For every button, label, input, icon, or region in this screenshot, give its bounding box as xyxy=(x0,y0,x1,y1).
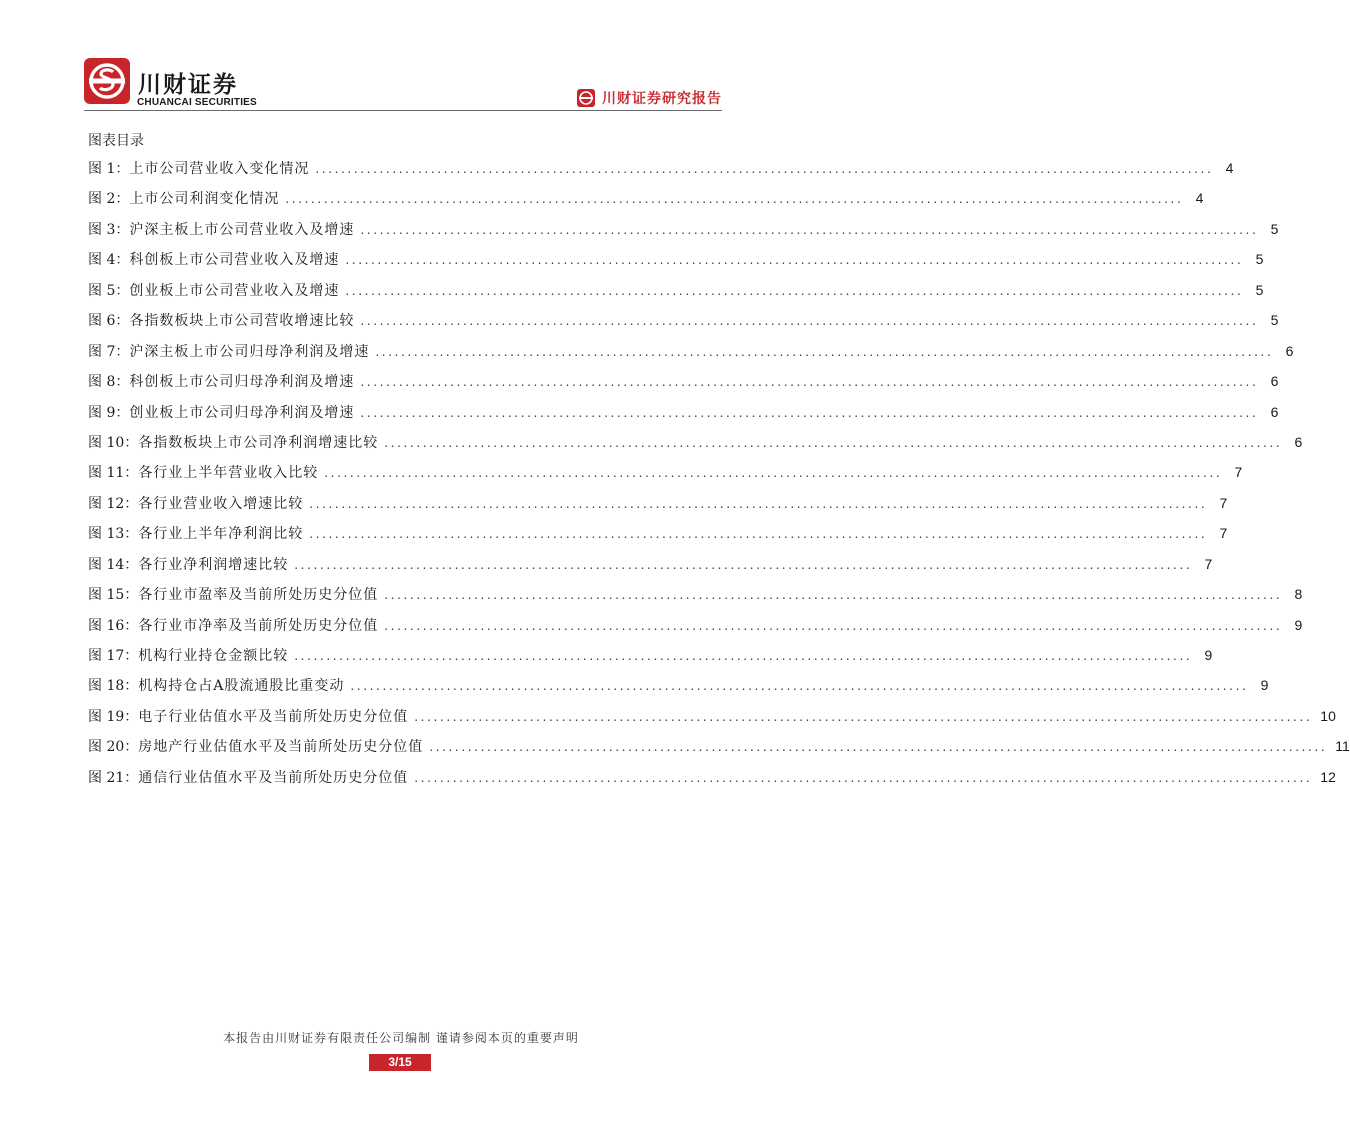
toc-entry[interactable] xyxy=(88,188,1204,218)
toc-dot-leader: ............................................................................................................................................ xyxy=(324,466,1223,481)
toc-dot-leader: ............................................................................................................................................ xyxy=(360,375,1259,390)
toc-entry[interactable] xyxy=(88,371,1279,401)
toc-entry-title: 创业板上市公司营业收入及增速 xyxy=(129,282,340,299)
toc-entry-title: 各行业营业收入增速比较 xyxy=(138,495,304,512)
toc-entry[interactable] xyxy=(88,767,1336,797)
toc-entry[interactable] xyxy=(88,493,1228,523)
toc-entry-number: 图 1： xyxy=(88,161,130,177)
toc-entry-page: 5 xyxy=(1270,312,1279,329)
toc-entry[interactable] xyxy=(88,554,1213,584)
toc-entry-page: 7 xyxy=(1219,494,1228,511)
toc-dot-leader: ............................................................................................................................................ xyxy=(414,770,1313,785)
toc-entry-title: 房地产行业估值水平及当前所处历史分位值 xyxy=(138,739,424,756)
toc-entry-page: 5 xyxy=(1270,220,1279,237)
toc-entry-number: 图 9： xyxy=(88,404,130,421)
page-number-badge: 3/15 xyxy=(369,1054,431,1071)
toc-entry-page: 9 xyxy=(1294,616,1303,633)
toc-entry-number: 图 17： xyxy=(88,648,139,664)
toc-dot-leader: ............................................................................................................................................ xyxy=(345,283,1244,298)
toc-dot-leader: ............................................................................................................................................ xyxy=(429,740,1328,755)
toc-entry-title: 沪深主板上市公司营业收入及增速 xyxy=(129,221,355,238)
toc-entry-number: 图 10： xyxy=(88,434,139,451)
toc-entry-title: 上市公司利润变化情况 xyxy=(129,191,280,208)
toc-entry[interactable] xyxy=(88,462,1243,492)
toc-entry-page: 6 xyxy=(1294,433,1303,450)
toc-entry-page: 6 xyxy=(1270,403,1279,420)
toc-entry-page: 6 xyxy=(1270,373,1279,390)
toc-entry[interactable] xyxy=(88,310,1279,340)
toc-entry-title: 各行业上半年营业收入比较 xyxy=(138,465,319,482)
toc-entry-title: 机构行业持仓金额比较 xyxy=(138,648,289,664)
toc-entry[interactable] xyxy=(88,615,1303,645)
toc-entry[interactable] xyxy=(88,158,1234,188)
toc-dot-leader: ............................................................................................................................................ xyxy=(375,344,1274,359)
toc-entry[interactable] xyxy=(88,675,1269,705)
toc-entry-title: 沪深主板上市公司归母净利润及增速 xyxy=(129,343,370,360)
toc-entry-page: 12 xyxy=(1320,768,1336,785)
toc-entry-page: 6 xyxy=(1285,342,1294,359)
toc-dot-leader: ............................................................................................................................................ xyxy=(384,435,1283,450)
toc-list xyxy=(88,158,1350,797)
report-type-label: 川财证券研究报告 xyxy=(602,91,722,107)
toc-entry-number: 图 13： xyxy=(88,526,139,543)
toc-entry-title: 上市公司营业收入变化情况 xyxy=(129,161,310,177)
toc-entry-number: 图 6： xyxy=(88,313,130,330)
toc-dot-leader: ............................................................................................................................................ xyxy=(294,649,1193,663)
toc-entry-number: 图 11： xyxy=(88,465,139,482)
toc-entry-number: 图 16： xyxy=(88,617,139,634)
chuancai-logo-icon xyxy=(84,58,130,104)
toc-entry-number: 图 7： xyxy=(88,343,130,360)
toc-entry-title: 创业板上市公司归母净利润及增速 xyxy=(129,404,355,421)
toc-entry-page: 4 xyxy=(1195,190,1204,207)
toc-entry-page: 5 xyxy=(1255,251,1264,268)
toc-dot-leader: ............................................................................................................................................ xyxy=(414,709,1313,724)
toc-entry[interactable] xyxy=(88,219,1279,249)
toc-entry[interactable] xyxy=(88,280,1264,310)
toc-entry[interactable] xyxy=(88,645,1213,675)
toc-entry-page: 7 xyxy=(1204,555,1213,572)
toc-entry-number: 图 5： xyxy=(88,282,130,299)
toc-entry-number: 图 21： xyxy=(88,769,139,786)
toc-entry-page: 7 xyxy=(1219,525,1228,542)
toc-dot-leader: ............................................................................................................................................ xyxy=(350,679,1249,694)
toc-entry-number: 图 19： xyxy=(88,708,139,725)
toc-entry-title: 各指数板块上市公司净利润增速比较 xyxy=(138,434,379,451)
chuancai-mini-logo-icon xyxy=(577,89,595,107)
toc-entry-number: 图 12： xyxy=(88,495,139,512)
toc-entry-number: 图 14： xyxy=(88,556,139,573)
report-header-label xyxy=(577,88,722,108)
toc-entry-page: 5 xyxy=(1255,281,1264,298)
footer-disclaimer: 本报告由川财证券有限责任公司编制 谨请参阅本页的重要声明 xyxy=(223,1031,579,1045)
toc-entry[interactable] xyxy=(88,432,1303,462)
toc-entry-number: 图 3： xyxy=(88,221,130,238)
toc-entry-page: 11 xyxy=(1335,738,1350,755)
toc-dot-leader: ............................................................................................................................................ xyxy=(384,618,1283,633)
toc-entry-number: 图 20： xyxy=(88,739,139,756)
toc-entry-number: 图 8： xyxy=(88,374,130,391)
toc-entry-page: 9 xyxy=(1204,647,1213,663)
toc-entry-page: 10 xyxy=(1320,707,1336,724)
toc-dot-leader: ............................................................................................................................................ xyxy=(309,527,1208,542)
toc-entry-title: 各行业上半年净利润比较 xyxy=(138,526,304,543)
toc-entry-title: 通信行业估值水平及当前所处历史分位值 xyxy=(138,769,409,786)
toc-dot-leader: ............................................................................................................................................ xyxy=(309,496,1208,511)
toc-entry-title: 各指数板块上市公司营收增速比较 xyxy=(129,313,355,330)
toc-heading: 图表目录 xyxy=(88,133,144,149)
toc-entry-title: 各行业净利润增速比较 xyxy=(138,556,289,573)
header-divider xyxy=(84,110,722,111)
toc-entry[interactable] xyxy=(88,402,1279,432)
toc-entry[interactable] xyxy=(88,736,1350,766)
toc-dot-leader: ............................................................................................................................................ xyxy=(315,162,1214,176)
toc-entry-number: 图 18： xyxy=(88,678,139,695)
toc-dot-leader: ............................................................................................................................................ xyxy=(345,253,1244,268)
toc-dot-leader: ............................................................................................................................................ xyxy=(360,314,1259,329)
toc-entry-number: 图 4： xyxy=(88,252,130,269)
toc-entry-title: 机构持仓占A股流通股比重变动 xyxy=(138,678,345,695)
toc-entry[interactable] xyxy=(88,249,1264,279)
brand-name-cn: 川财证券 xyxy=(138,72,238,98)
toc-entry-title: 科创板上市公司营业收入及增速 xyxy=(129,252,340,269)
toc-dot-leader: ............................................................................................................................................ xyxy=(360,405,1259,420)
toc-entry-page: 4 xyxy=(1225,160,1234,176)
toc-dot-leader: ............................................................................................................................................ xyxy=(384,588,1283,603)
toc-dot-leader: ............................................................................................................................................ xyxy=(285,192,1184,207)
toc-entry[interactable] xyxy=(88,341,1294,371)
toc-dot-leader: ............................................................................................................................................ xyxy=(360,222,1259,237)
toc-dot-leader: ............................................................................................................................................ xyxy=(294,557,1193,572)
toc-entry-page: 8 xyxy=(1294,586,1303,603)
toc-entry-title: 电子行业估值水平及当前所处历史分位值 xyxy=(138,708,409,725)
toc-entry-number: 图 2： xyxy=(88,191,130,208)
toc-entry-title: 各行业市净率及当前所处历史分位值 xyxy=(138,617,379,634)
brand-name-en: CHUANCAI SECURITIES xyxy=(137,97,257,108)
toc-entry[interactable] xyxy=(88,523,1228,553)
toc-entry[interactable] xyxy=(88,706,1336,736)
toc-entry-page: 9 xyxy=(1260,677,1269,694)
toc-entry-page: 7 xyxy=(1234,464,1243,481)
toc-entry-title: 科创板上市公司归母净利润及增速 xyxy=(129,374,355,391)
toc-entry[interactable] xyxy=(88,584,1303,614)
toc-entry-title: 各行业市盈率及当前所处历史分位值 xyxy=(138,587,379,604)
toc-entry-number: 图 15： xyxy=(88,587,139,604)
